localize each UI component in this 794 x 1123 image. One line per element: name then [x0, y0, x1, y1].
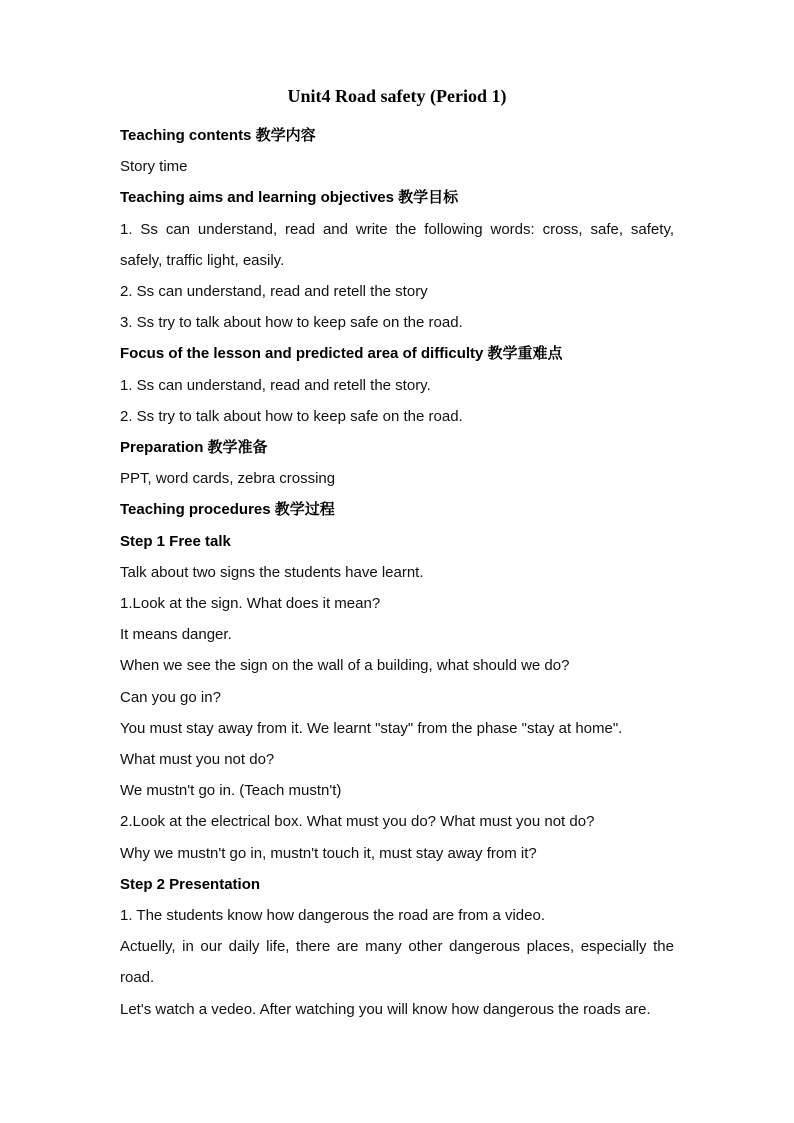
body-line: 1.Look at the sign. What does it mean? [120, 595, 381, 613]
section-heading: Step 2 Presentation [120, 875, 261, 893]
body-line: Why we mustn't go in, mustn't touch it, must stay away from it? [120, 844, 537, 862]
section-heading: Teaching aims and learning objectives 教学目标 [120, 189, 459, 207]
body-line: Can you go in? [120, 688, 221, 706]
body-line: Actuelly, in our daily life, there are many other dangerous places, especially the road. [120, 938, 674, 987]
section-heading: Step 1 Free talk [120, 532, 231, 550]
section-heading: Teaching contents 教学内容 [120, 127, 316, 144]
section-heading: Focus of the lesson and predicted area of difficulty 教学重难点 [120, 345, 563, 363]
body-line: Let's watch a vedeo. After watching you will know how dangerous the roads are. [120, 1000, 651, 1018]
body-line: You must stay away from it. We learnt "stay" from the phase "stay at home". [120, 719, 623, 737]
body-line: What must you not do? [120, 751, 275, 769]
body-line: 1. Ss can understand, read and retell the story. [120, 376, 431, 394]
document-body [120, 120, 674, 1025]
body-line: 2.Look at the electrical box. What must you do? What must you not do? [120, 813, 595, 831]
body-line: We mustn't go in. (Teach mustn't) [120, 782, 342, 800]
body-line: 2. Ss can understand, read and retell the story [120, 283, 428, 301]
body-line: 1. The students know how dangerous the road are from a video. [120, 907, 545, 925]
body-line: When we see the sign on the wall of a building, what should we do? [120, 657, 570, 675]
section-heading: Teaching procedures 教学过程 [120, 501, 335, 519]
body-line: 2. Ss try to talk about how to keep safe on the road. [120, 407, 463, 425]
body-line: 3. Ss try to talk about how to keep safe on the road. [120, 314, 463, 332]
body-line: It means danger. [120, 626, 232, 644]
body-line: PPT, word cards, zebra crossing [120, 470, 336, 488]
body-line: Story time [120, 158, 188, 176]
document-title: Unit4 Road safety (Period 1) [287, 86, 507, 106]
body-line: Talk about two signs the students have learnt. [120, 563, 424, 581]
body-line: 1. Ss can understand, read and write the following words: cross, safe, safety, safely, traffic light, easily. [120, 220, 674, 269]
section-heading: Preparation 教学准备 [120, 439, 268, 457]
